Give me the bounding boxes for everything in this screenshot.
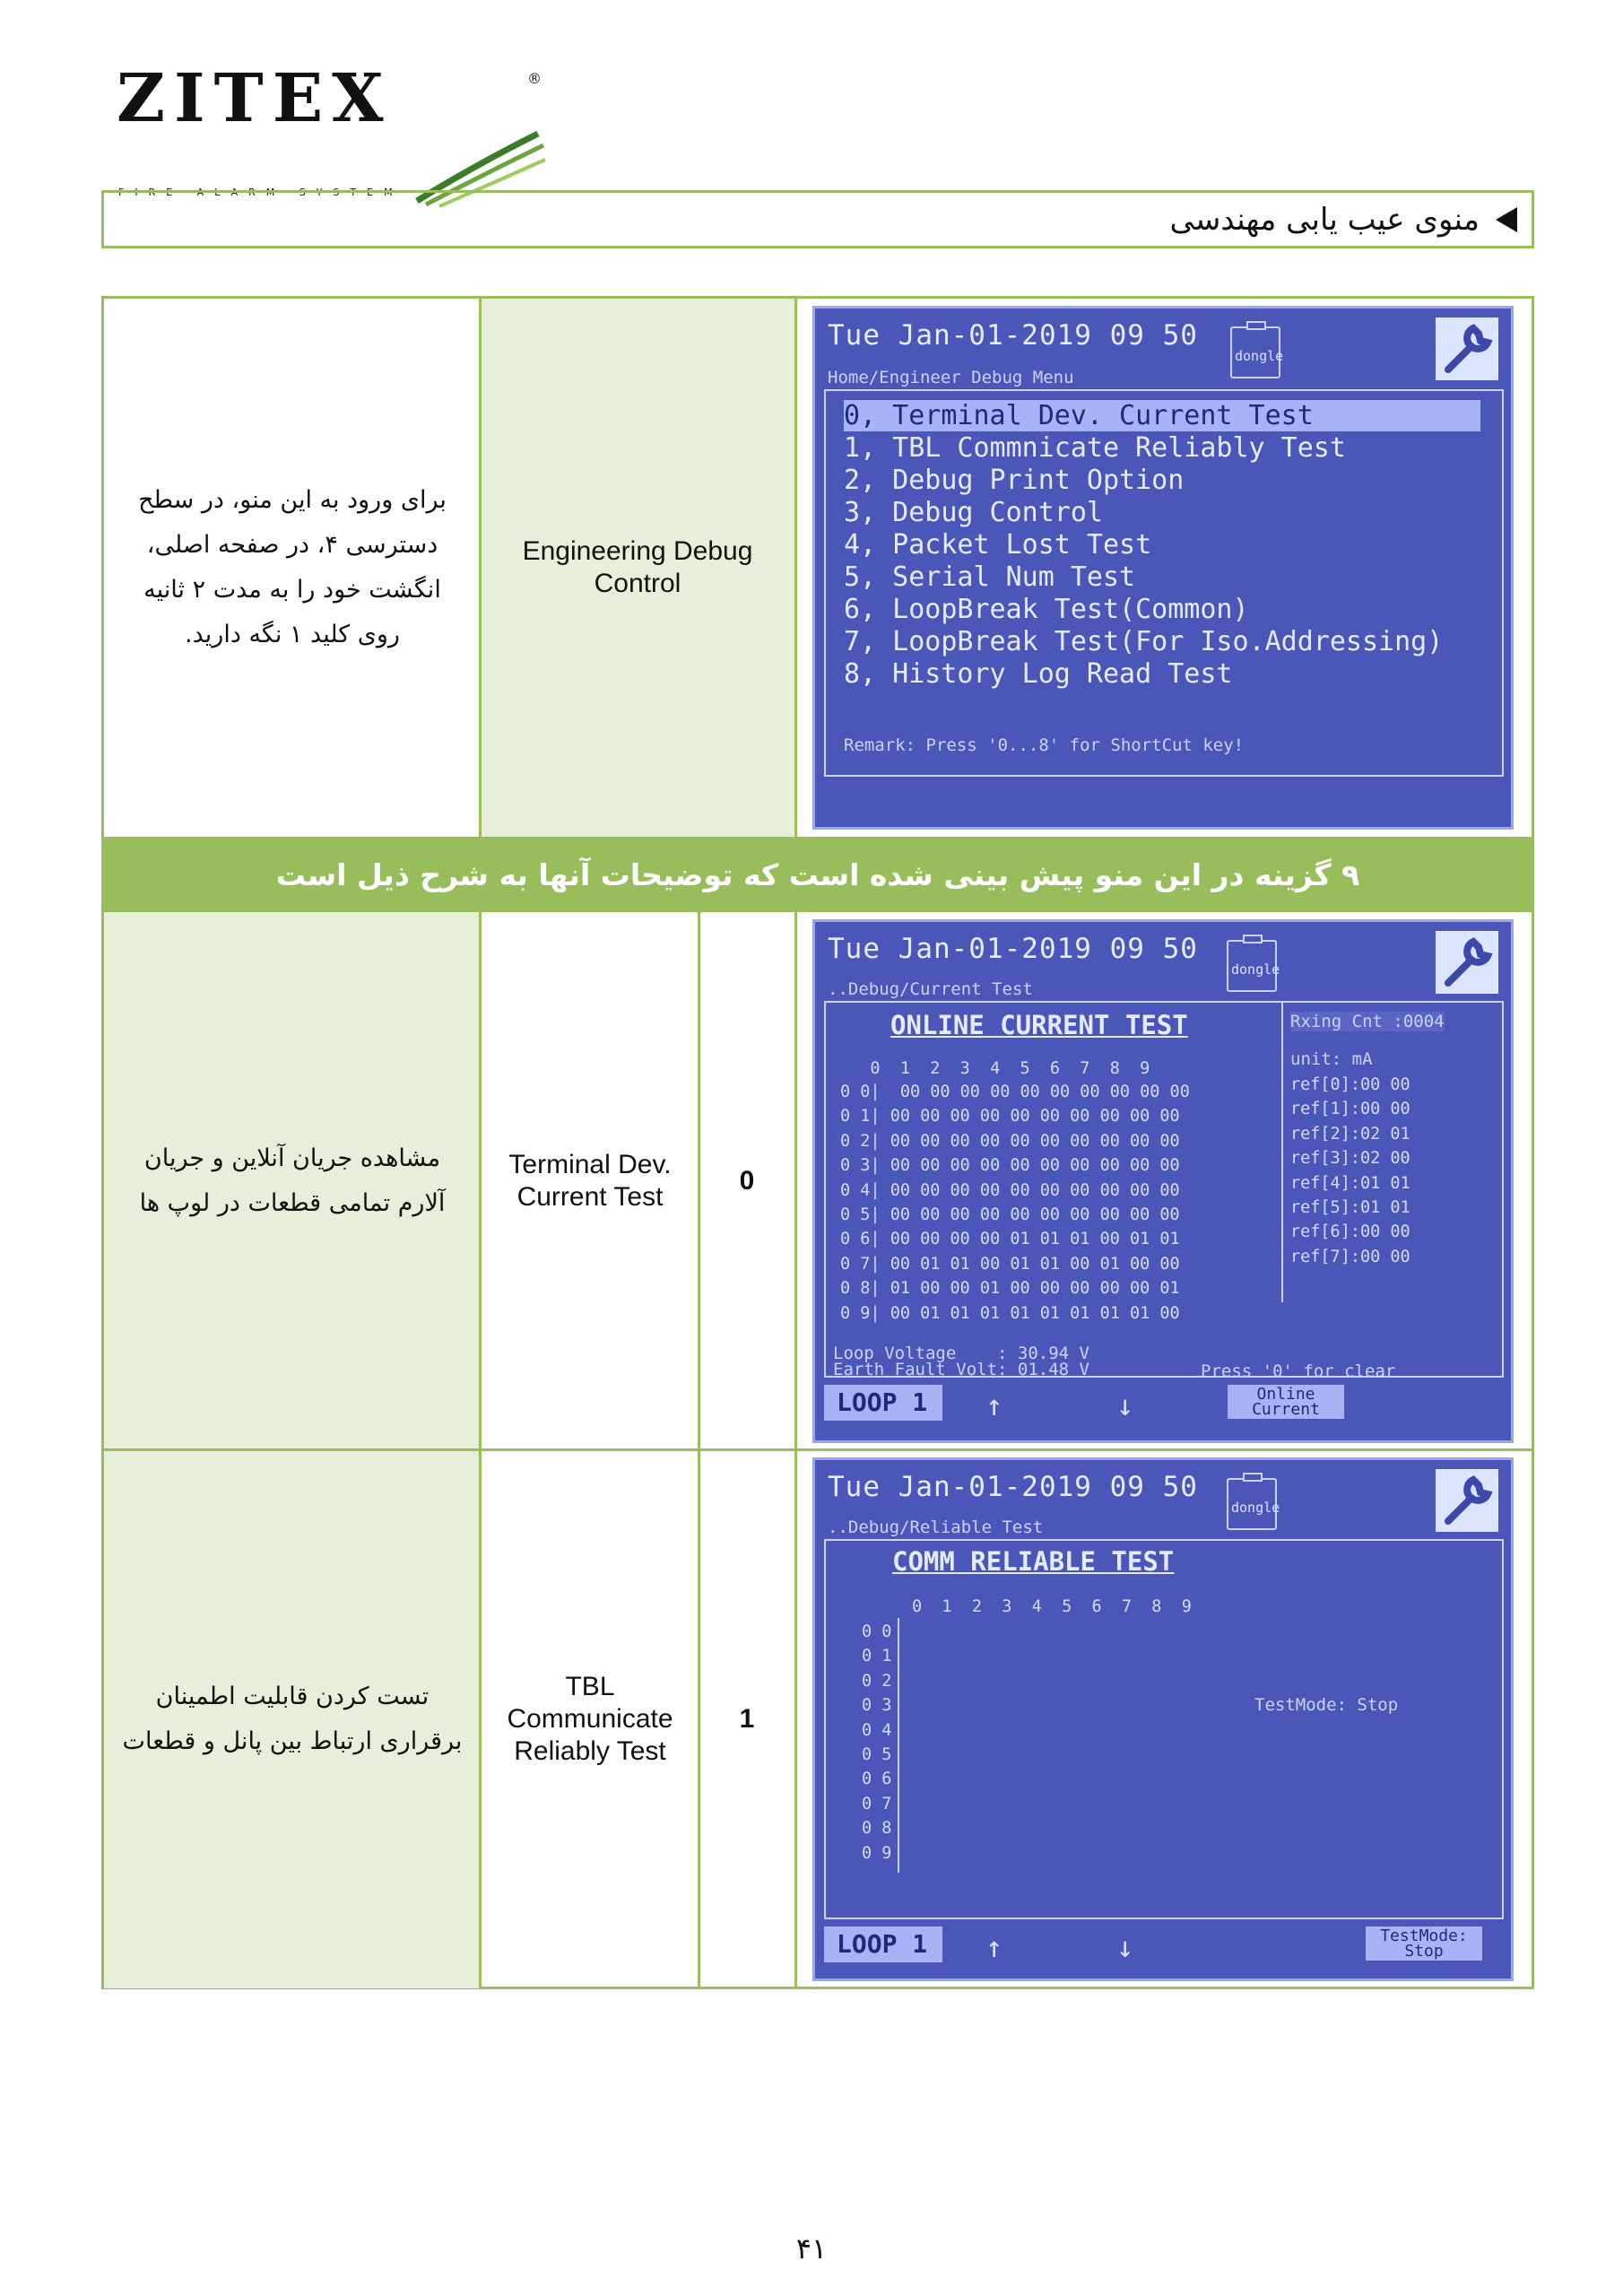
- menu-item-5[interactable]: 5, Serial Num Test: [844, 561, 1136, 593]
- current-grid-row: 0 2| 00 00 00 00 00 00 00 00 00 00: [840, 1131, 1180, 1151]
- row-1-description: تست کردن قابلیت اطمینان برقراری ارتباط بین پانل و قطعات: [122, 1683, 463, 1755]
- triangle-left-icon: [1496, 207, 1517, 232]
- lcd-reliable-test-screen: [812, 1457, 1514, 1981]
- menu-item-6[interactable]: 6, LoopBreak Test(Common): [844, 594, 1249, 625]
- grid-line: [794, 299, 797, 837]
- lcd-divider: [898, 1618, 899, 1873]
- page-number: ۴۱: [795, 2231, 828, 2266]
- intro-name-cell: [481, 299, 794, 837]
- current-grid-row: 0 9| 00 01 01 01 01 01 01 01 01 00: [840, 1303, 1180, 1323]
- logo-registered: ®: [527, 70, 542, 87]
- dongle-label: dongle: [1231, 961, 1280, 978]
- lcd-debug-menu-screen: [812, 306, 1514, 830]
- grid-line: [479, 299, 482, 837]
- ref-value: ref[0]:00 00: [1290, 1075, 1410, 1094]
- menu-item-1[interactable]: 1, TBL Commnicate Reliably Test: [844, 432, 1346, 464]
- row-0-key: 0: [739, 1166, 755, 1196]
- reliable-row-label: 0 0: [862, 1622, 892, 1641]
- reliable-row-label: 0 5: [862, 1745, 892, 1764]
- ref-value: ref[1]:00 00: [1290, 1100, 1410, 1119]
- lcd-bottom-bar: [824, 1385, 1502, 1424]
- row-1-key-cell: [699, 1450, 794, 1988]
- current-grid-row: 0 3| 00 00 00 00 00 00 00 00 00 00: [840, 1156, 1180, 1176]
- lcd-datetime: Tue Jan-01-2019 09 50: [828, 933, 1198, 965]
- current-grid-header: 0 1 2 3 4 5 6 7 8 9: [840, 1059, 1150, 1078]
- lcd-heading: ONLINE CURRENT TEST: [890, 1010, 1188, 1040]
- current-grid-row: 0 8| 01 00 00 01 00 00 00 00 00 01: [840, 1279, 1180, 1299]
- loop-selector[interactable]: LOOP 1: [824, 1385, 942, 1421]
- ref-value: ref[4]:01 01: [1290, 1173, 1410, 1193]
- loop-selector[interactable]: LOOP 1: [824, 1926, 942, 1962]
- dongle-icon: [1227, 1478, 1280, 1530]
- current-grid-row: 0 6| 00 00 00 00 01 01 01 00 01 01: [840, 1230, 1180, 1249]
- zitex-logo: [117, 60, 542, 198]
- lcd-remark: Remark: Press '0...8' for ShortCut key!: [844, 735, 1245, 755]
- options-band: [104, 837, 1532, 912]
- logo-brand: ZITEX: [117, 60, 393, 137]
- lcd-heading: COMM RELIABLE TEST: [892, 1546, 1175, 1577]
- dongle-icon: [1230, 326, 1284, 378]
- intro-description-cell: [104, 299, 481, 837]
- reliable-row-label: 0 2: [862, 1671, 892, 1691]
- wrench-icon: [1436, 1469, 1498, 1532]
- reliable-row-label: 0 8: [862, 1819, 892, 1839]
- row-0-description: مشاهده جریان آنلاین و جریان آلارم تمامی قطعات در لوپ ها: [139, 1144, 446, 1217]
- reliable-row-label: 0 3: [862, 1696, 892, 1716]
- ref-value: ref[3]:02 00: [1290, 1149, 1410, 1169]
- ref-value: ref[5]:01 01: [1290, 1198, 1410, 1217]
- test-mode-tag[interactable]: TestMode: Stop: [1366, 1926, 1482, 1961]
- debug-menu-table: [101, 296, 1534, 1989]
- intro-description: برای ورود به این منو، در سطح دسترسی ۴، در صفحه اصلی، انگشت خود را به مدت ۲ ثانیه روی کلید ۱ نگه دارید.: [138, 486, 447, 648]
- test-mode-status: TestMode: Stop: [1254, 1695, 1399, 1715]
- menu-item-8[interactable]: 8, History Log Read Test: [844, 658, 1233, 690]
- online-current-tag[interactable]: Online Current: [1228, 1385, 1344, 1419]
- menu-item-3[interactable]: 3, Debug Control: [844, 497, 1103, 528]
- lcd-breadcrumb: ..Debug/Reliable Test: [828, 1518, 1044, 1537]
- wrench-icon: [1436, 317, 1498, 380]
- earth-fault-volt: Earth Fault Volt: 01.48 V: [833, 1360, 1089, 1379]
- arrow-up-icon[interactable]: ↑: [985, 1388, 1003, 1422]
- lcd-bottom-bar: [824, 1926, 1502, 1966]
- menu-item-7[interactable]: 7, LoopBreak Test(For Iso.Addressing): [844, 626, 1444, 657]
- lcd-current-test-screen: [812, 919, 1514, 1443]
- dongle-icon: [1227, 940, 1280, 992]
- wrench-icon: [1436, 931, 1498, 994]
- row-0-description-cell: [104, 912, 481, 1450]
- current-grid-row: 0 4| 00 00 00 00 00 00 00 00 00 00: [840, 1180, 1180, 1200]
- menu-item-2[interactable]: 2, Debug Print Option: [844, 465, 1185, 496]
- lcd-breadcrumb: Home/Engineer Debug Menu: [828, 368, 1074, 387]
- ref-value: ref[7]:00 00: [1290, 1247, 1410, 1266]
- arrow-down-icon[interactable]: ↓: [1116, 1388, 1134, 1422]
- loop-voltage: Loop Voltage : 30.94 V: [833, 1344, 1089, 1363]
- menu-item-0[interactable]: 0, Terminal Dev. Current Test: [844, 400, 1480, 431]
- current-grid-row: 0 0| 00 00 00 00 00 00 00 00 00 00: [840, 1083, 1190, 1101]
- section-header: [101, 190, 1534, 248]
- reliable-row-label: 0 4: [862, 1720, 892, 1740]
- section-title: منوی عیب یابی مهندسی: [1169, 202, 1480, 238]
- ref-value: ref[2]:02 01: [1290, 1124, 1410, 1144]
- ref-value: ref[6]:00 00: [1290, 1222, 1410, 1242]
- reliable-grid-header: 0 1 2 3 4 5 6 7 8 9: [912, 1597, 1192, 1616]
- dongle-label: dongle: [1235, 348, 1284, 364]
- lcd-datetime: Tue Jan-01-2019 09 50: [828, 1471, 1198, 1503]
- current-grid-row: 0 1| 00 00 00 00 00 00 00 00 00 00: [840, 1107, 1180, 1126]
- lcd-breadcrumb: ..Debug/Current Test: [828, 979, 1033, 999]
- row-1-name: TBL Communicate Reliably Test: [507, 1672, 673, 1766]
- arrow-down-icon[interactable]: ↓: [1116, 1930, 1134, 1964]
- lcd-datetime: Tue Jan-01-2019 09 50: [828, 319, 1198, 352]
- options-band-text: ۹ گزینه در این منو پیش بینی شده است که توضیحات آنها به شرح ذیل است: [275, 857, 1360, 892]
- reliable-row-label: 0 9: [862, 1843, 892, 1863]
- reliable-row-label: 0 6: [862, 1770, 892, 1789]
- row-0-name-cell: [481, 912, 699, 1450]
- unit-label: unit: mA: [1290, 1049, 1373, 1069]
- arrow-up-icon[interactable]: ↑: [985, 1930, 1003, 1964]
- reliable-row-label: 0 7: [862, 1794, 892, 1813]
- row-0-name: Terminal Dev. Current Test: [508, 1150, 672, 1212]
- logo-tagline: FIRE ALARM SYSTEM: [118, 187, 404, 198]
- intro-name: Engineering Debug Control: [522, 536, 753, 598]
- row-0-key-cell: [699, 912, 794, 1450]
- current-grid-row: 0 7| 00 01 01 00 01 01 00 01 00 00: [840, 1254, 1180, 1274]
- dongle-label: dongle: [1231, 1500, 1280, 1516]
- current-grid-row: 0 5| 00 00 00 00 00 00 00 00 00 00: [840, 1205, 1180, 1224]
- lcd-divider: [1281, 1001, 1283, 1302]
- menu-item-4[interactable]: 4, Packet Lost Test: [844, 529, 1152, 561]
- grid-line: [104, 1448, 1532, 1451]
- row-1-name-cell: [481, 1450, 699, 1988]
- row-1-key: 1: [739, 1704, 755, 1734]
- rxing-count: Rxing Cnt :0004: [1290, 1012, 1445, 1031]
- row-1-description-cell: [104, 1450, 481, 1988]
- clear-hint: Press '0' for clear: [1201, 1361, 1396, 1381]
- reliable-row-label: 0 1: [862, 1647, 892, 1666]
